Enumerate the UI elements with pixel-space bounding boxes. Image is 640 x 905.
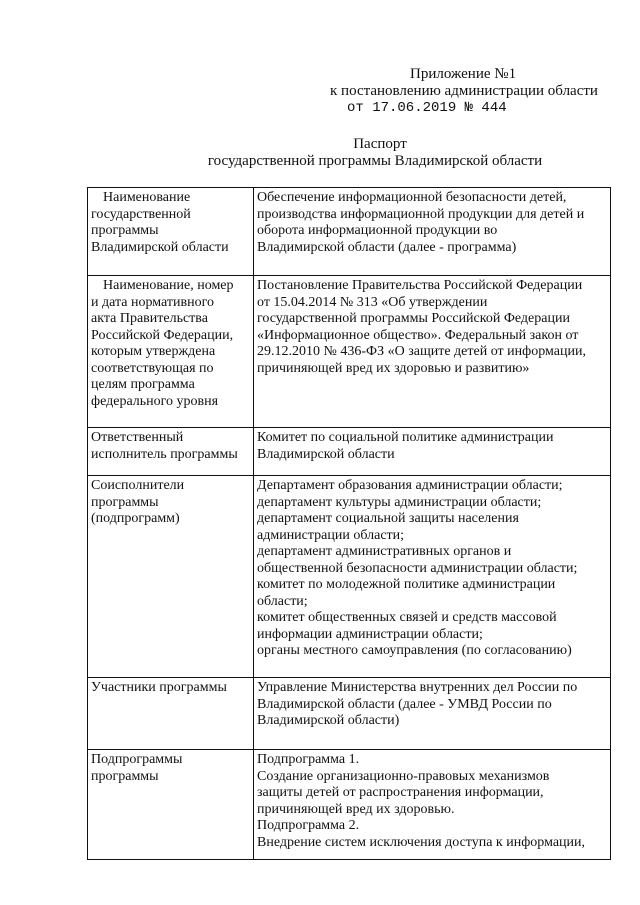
row-value-line: департамент культуры администрации области; bbox=[257, 494, 542, 510]
row-value-line: общественной безопасности администрации области; bbox=[257, 560, 578, 576]
row-value-line: информации администрации области; bbox=[257, 626, 483, 642]
row-value-cell bbox=[254, 476, 611, 678]
title-passport: Паспорт bbox=[353, 136, 407, 152]
row-value-line: департамент административных органов и bbox=[257, 544, 512, 559]
row-label-line: Подпрограммы bbox=[91, 752, 183, 767]
row-value-cell bbox=[254, 428, 611, 476]
row-label-line: программы bbox=[91, 494, 159, 510]
row-label-line: целям программа bbox=[91, 377, 195, 392]
row-label-line: соответствующая по bbox=[91, 360, 214, 376]
row-value-line: от 15.04.2014 № 313 «Об утверждении bbox=[257, 294, 488, 310]
row-value-line: причиняющей вред их здоровью. bbox=[257, 801, 455, 817]
row-value-line: департамент социальной защиты населения bbox=[257, 511, 519, 526]
title-program: государственной программы Владимирской области bbox=[207, 153, 543, 169]
row-value-cell bbox=[254, 678, 611, 750]
row-value-line: Подпрограмма 2. bbox=[257, 818, 360, 833]
row-label-line: Наименование bbox=[103, 190, 191, 205]
table-row bbox=[88, 476, 611, 678]
row-label-cell bbox=[88, 276, 254, 428]
table-row bbox=[88, 678, 611, 750]
row-value-line: области; bbox=[257, 593, 308, 609]
row-label-line: программы bbox=[91, 223, 159, 238]
row-value-line: Создание организационно-правовых механизмов bbox=[257, 768, 550, 784]
row-label-line: и дата нормативного bbox=[91, 294, 214, 310]
appendix-reference: к постановлению администрации области bbox=[330, 83, 598, 99]
row-value-line: оборота информационной продукции во bbox=[257, 223, 498, 238]
row-value-line: Подпрограмма 1. bbox=[257, 752, 360, 767]
row-value-line: производства информационной продукции для детей и bbox=[257, 206, 585, 222]
row-value-line: Управление Министерства внутренних дел России по bbox=[257, 680, 578, 695]
row-value-line: 29.12.2010 № 436-ФЗ «О защите детей от информации, bbox=[257, 344, 586, 359]
row-value-line: Владимирской области bbox=[257, 446, 395, 462]
appendix-header bbox=[300, 66, 600, 117]
appendix-date-number: от 17.06.2019 № 444 bbox=[347, 100, 507, 116]
row-label-line: (подпрограмм) bbox=[91, 511, 180, 526]
row-value-line: органы местного самоуправления (по согласованию) bbox=[257, 643, 572, 658]
row-label-line: государственной bbox=[91, 206, 191, 222]
row-label-line: Владимирской области bbox=[91, 239, 229, 255]
row-value-line: комитет общественных связей и средств массовой bbox=[257, 610, 557, 625]
row-label-line: Участники программы bbox=[91, 680, 227, 695]
passport-table bbox=[87, 187, 611, 860]
row-label-line: Соисполнители bbox=[91, 478, 185, 493]
row-value-line: Владимирской области) bbox=[257, 713, 400, 728]
row-label-cell bbox=[88, 428, 254, 476]
row-value-line: Владимирской области (далее - УМВД России по bbox=[257, 696, 552, 712]
table-row bbox=[88, 750, 611, 860]
table-row bbox=[88, 188, 611, 276]
row-value-line: причиняющей вред их здоровью и развитию» bbox=[257, 360, 530, 376]
row-value-line: Обеспечение информационной безопасности детей, bbox=[257, 190, 567, 205]
row-value-line: Комитет по социальной политике администрации bbox=[257, 430, 554, 445]
table-row bbox=[88, 276, 611, 428]
row-value-line: Департамент образования администрации области; bbox=[257, 478, 563, 493]
row-label-line: федерального уровня bbox=[91, 393, 219, 409]
row-label-cell bbox=[88, 476, 254, 678]
row-value-line: комитет по молодежной политике администрации bbox=[257, 577, 556, 592]
row-value-line: администрации области; bbox=[257, 527, 405, 543]
row-value-cell bbox=[254, 188, 611, 276]
appendix-title: Приложение №1 bbox=[410, 66, 517, 82]
row-value-line: «Информационное общество». Федеральный закон от bbox=[257, 327, 579, 343]
row-label-line: программы bbox=[91, 768, 159, 784]
row-label-cell bbox=[88, 188, 254, 276]
row-value-line: защиты детей от распространения информации, bbox=[257, 785, 544, 800]
row-label-line: акта Правительства bbox=[91, 311, 208, 326]
row-label-cell bbox=[88, 750, 254, 860]
table-row bbox=[88, 428, 611, 476]
row-value-line: государственной программы Российской Федерации bbox=[257, 311, 570, 326]
row-label-cell bbox=[88, 678, 254, 750]
row-value-line: Внедрение систем исключения доступа к информации, bbox=[257, 834, 586, 850]
row-label-line: Ответственный bbox=[91, 430, 184, 445]
document-title bbox=[0, 136, 640, 170]
row-label-line: исполнитель программы bbox=[91, 446, 238, 462]
row-value-line: Постановление Правительства Российской Федерации bbox=[257, 278, 583, 293]
row-value-cell bbox=[254, 750, 611, 860]
row-value-cell bbox=[254, 276, 611, 428]
row-label-line: Российской Федерации, bbox=[91, 327, 234, 343]
row-label-line: которым утверждена bbox=[91, 344, 216, 359]
row-label-line: Наименование, номер bbox=[103, 278, 234, 293]
row-value-line: Владимирской области (далее - программа) bbox=[257, 239, 517, 255]
